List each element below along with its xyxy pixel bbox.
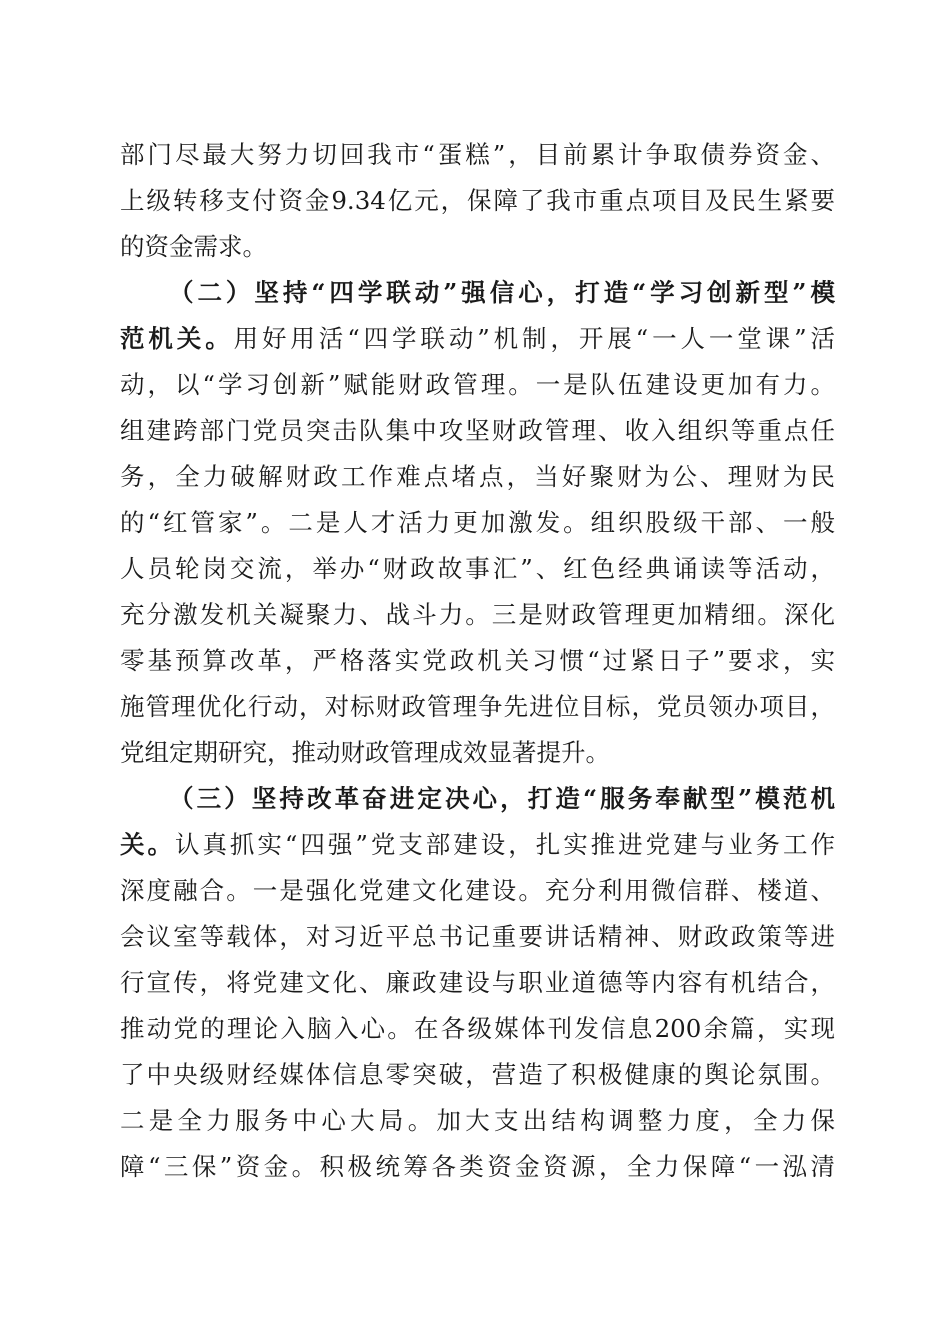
paragraph-line: 部门尽最大努力切回我市“蛋糕”，目前累计争取债券资金、 xyxy=(120,140,835,169)
paragraph-line: 会议室等载体，对习近平总书记重要讲话精神、财政政策等进 xyxy=(120,922,835,951)
section-heading-end: 关。 xyxy=(120,830,175,859)
paragraph-line: 推动党的理论入脑入心。在各级媒体刊发信息200余篇，实现 xyxy=(120,1014,835,1043)
section-heading-line: （三）坚持改革奋进定决心，打造“服务奉献型”模范机 xyxy=(169,784,835,813)
paragraph-line: 的资金需求。 xyxy=(120,232,267,261)
paragraph-line: 了中央级财经媒体信息零突破，营造了积极健康的舆论氛围。 xyxy=(120,1060,835,1089)
paragraph-3 xyxy=(120,776,835,1190)
paragraph-line: 障“三保”资金。积极统筹各类资金资源，全力保障“一泓清 xyxy=(120,1152,835,1181)
paragraph-1 xyxy=(120,132,835,270)
paragraph-line: 行宣传，将党建文化、廉政建设与职业道德等内容有机结合， xyxy=(120,968,835,997)
paragraph-line: 的“红管家”。二是人才活力更加激发。组织股级干部、一般 xyxy=(120,508,835,537)
paragraph-line xyxy=(120,316,835,362)
paragraph-line: 务，全力破解财政工作难点堵点，当好聚财为公、理财为民 xyxy=(120,462,835,491)
paragraph-line: 党组定期研究，推动财政管理成效显著提升。 xyxy=(120,738,610,767)
paragraph-line: 深度融合。一是强化党建文化建设。充分利用微信群、楼道、 xyxy=(120,876,835,905)
paragraph-text: 用好用活“四学联动”机制，开展“一人一堂课”活 xyxy=(233,324,836,353)
paragraph-line: 零基预算改革，严格落实党政机关习惯“过紧日子”要求，实 xyxy=(120,646,835,675)
paragraph-text: 认真抓实“四强”党支部建设，扎实推进党建与业务工作 xyxy=(174,830,835,859)
section-heading-line: （二）坚持“四学联动”强信心，打造“学习创新型”模 xyxy=(169,278,835,307)
paragraph-line xyxy=(120,822,835,868)
paragraph-2 xyxy=(120,270,835,776)
paragraph-line: 人员轮岗交流，举办“财政故事汇”、红色经典诵读等活动， xyxy=(120,554,835,583)
paragraph-line: 施管理优化行动，对标财政管理争先进位目标，党员领办项目， xyxy=(120,692,835,721)
paragraph-line: 上级转移支付资金9.34亿元，保障了我市重点项目及民生紧要 xyxy=(120,186,835,215)
paragraph-line: 动，以“学习创新”赋能财政管理。一是队伍建设更加有力。 xyxy=(120,370,835,399)
paragraph-line: 二是全力服务中心大局。加大支出结构调整力度，全力保 xyxy=(120,1106,835,1135)
document-body xyxy=(120,132,835,1190)
paragraph-line: 组建跨部门党员突击队集中攻坚财政管理、收入组织等重点任 xyxy=(120,416,835,445)
section-heading-end: 范机关。 xyxy=(120,324,234,353)
paragraph-line: 充分激发机关凝聚力、战斗力。三是财政管理更加精细。深化 xyxy=(120,600,835,629)
